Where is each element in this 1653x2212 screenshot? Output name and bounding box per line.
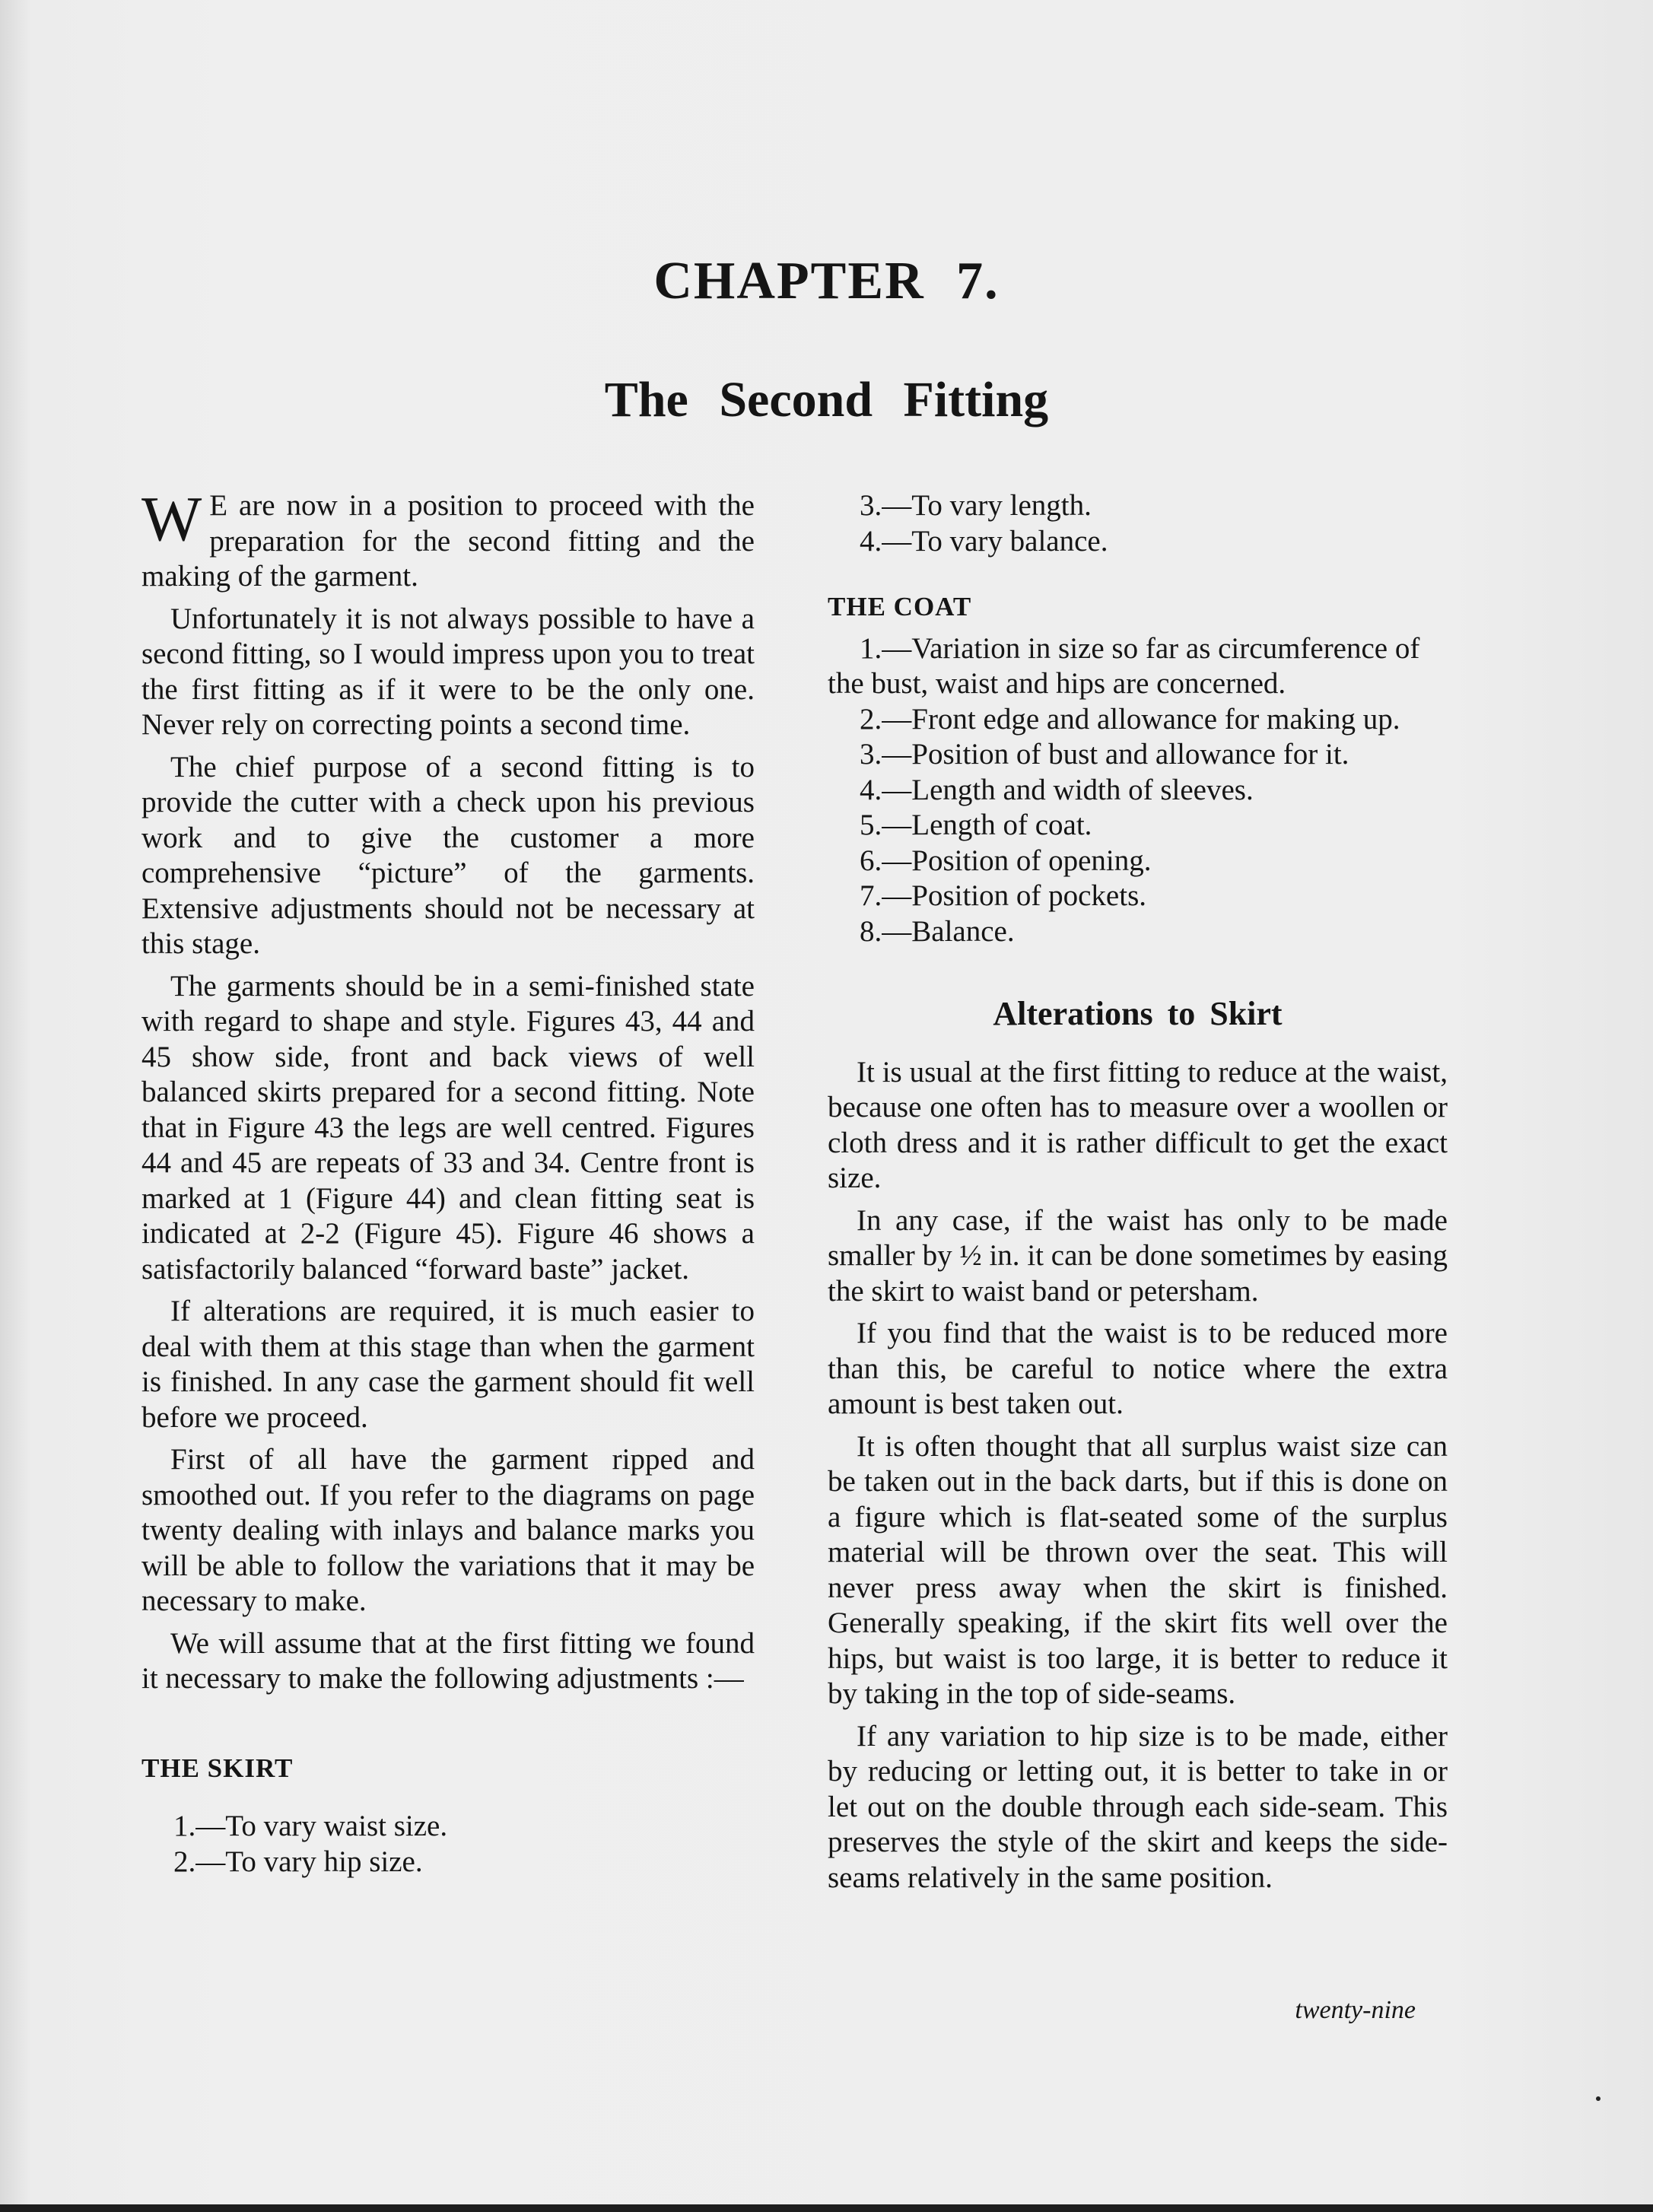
print-speck	[1596, 2096, 1601, 2101]
alterations-heading: Alterations to Skirt	[993, 995, 1283, 1032]
skirt-item: 2.—To vary hip size.	[173, 1845, 423, 1878]
coat-item: 4.—Length and width of sleeves.	[860, 773, 1254, 806]
paragraph: It is usual at the first fitting to reduce at the waist, because one often has to measure over a woollen or cloth dress and it is rather difficult to get the exact size.	[828, 1055, 1448, 1194]
paragraph: The chief purpose of a second fitting is to provide the cutter with a check upon his previous work and to give the customer a more comprehensive “picture” of the garments. Extensive adjustments should not be necessary at this stage.	[141, 750, 755, 960]
skirt-item: 4.—To vary balance.	[860, 524, 1108, 558]
coat-item: 1.—Variation in size so far as circumference of the bust, waist and hips are concerned.	[828, 631, 1420, 700]
paragraph: If any variation to hip size is to be made, either by reducing or letting out, it is better to take in or let out on the double through each side-seam. This preserves the style of the skirt and keeps the side-seams relatively in the same position.	[828, 1719, 1448, 1894]
skirt-item: 1.—To vary waist size.	[173, 1810, 448, 1842]
intro-text: E are now in a position to proceed with the preparation for the second fitting and the making of the garment.	[141, 489, 755, 593]
skirt-item: 3.—To vary length.	[860, 489, 1092, 522]
coat-item: 2.—Front edge and allowance for making up.	[860, 702, 1400, 736]
coat-item: 8.—Balance.	[860, 914, 1015, 948]
paragraph: The garments should be in a semi-finished state with regard to shape and style. Figures 43, 44 and 45 show side, front and back views of well balanced skirts prepared for a second fitting. Note that in Figure 43 the legs are well centred. Figures 44 and 45 are repeats of 33 and 34. Centre front is marked at 1 (Figure 44) and clean fitting seat is indicated at 2-2 (Figure 45). Figure 46 shows a satisfactorily balanced “forward baste” jacket.	[141, 969, 755, 1286]
skirt-heading: THE SKIRT	[141, 1753, 294, 1783]
paragraph: First of all have the garment ripped and smoothed out. If you refer to the diagrams on page twenty dealing with inlays and balance marks you will be able to follow the variations that it may be necessary to make.	[141, 1443, 755, 1617]
drop-cap: W	[141, 484, 202, 555]
coat-heading: THE COAT	[828, 592, 972, 621]
coat-item: 6.—Position of opening.	[860, 844, 1152, 877]
coat-item: 5.—Length of coat.	[860, 809, 1092, 841]
paragraph: It is often thought that all surplus waist size can be taken out in the back darts, but if this is done on a figure which is flat-seated some of the surplus material will be thrown over the seat. This will never press away when the skirt is finished. Generally speaking, if the skirt fits well over the hips, but waist is too large, it is better to reduce it by taking in the top of side-seams.	[828, 1429, 1448, 1710]
right-column	[828, 488, 1448, 1902]
page-title: The Second Fitting	[604, 372, 1049, 427]
page-number: twenty-nine	[1295, 1996, 1416, 2024]
chapter-label: CHAPTER 7.	[653, 252, 1000, 310]
paragraph: In any case, if the waist has only to be made smaller by ½ in. it can be done sometimes by easing the skirt to waist band or petersham.	[828, 1203, 1448, 1308]
coat-item: 7.—Position of pockets.	[860, 879, 1146, 912]
left-column	[141, 484, 755, 1880]
paragraph: If alterations are required, it is much easier to deal with them at this stage than when the garment is finished. In any case the garment should fit well before we proceed.	[141, 1295, 755, 1434]
paragraph: If you find that the waist is to be reduced more than this, be careful to notice where the extra amount is best taken out.	[828, 1317, 1448, 1420]
intro-paragraph	[141, 484, 755, 595]
paragraph: Unfortunately it is not always possible to have a second fitting, so I would impress upon you to treat the first fitting as if it were to be the only one. Never rely on correcting points a second time.	[141, 602, 755, 741]
coat-item: 3.—Position of bust and allowance for it.	[860, 738, 1349, 771]
paragraph: We will assume that at the first fitting we found it necessary to make the following adjustments :—	[141, 1626, 755, 1695]
page-bottom-edge	[0, 2204, 1653, 2212]
